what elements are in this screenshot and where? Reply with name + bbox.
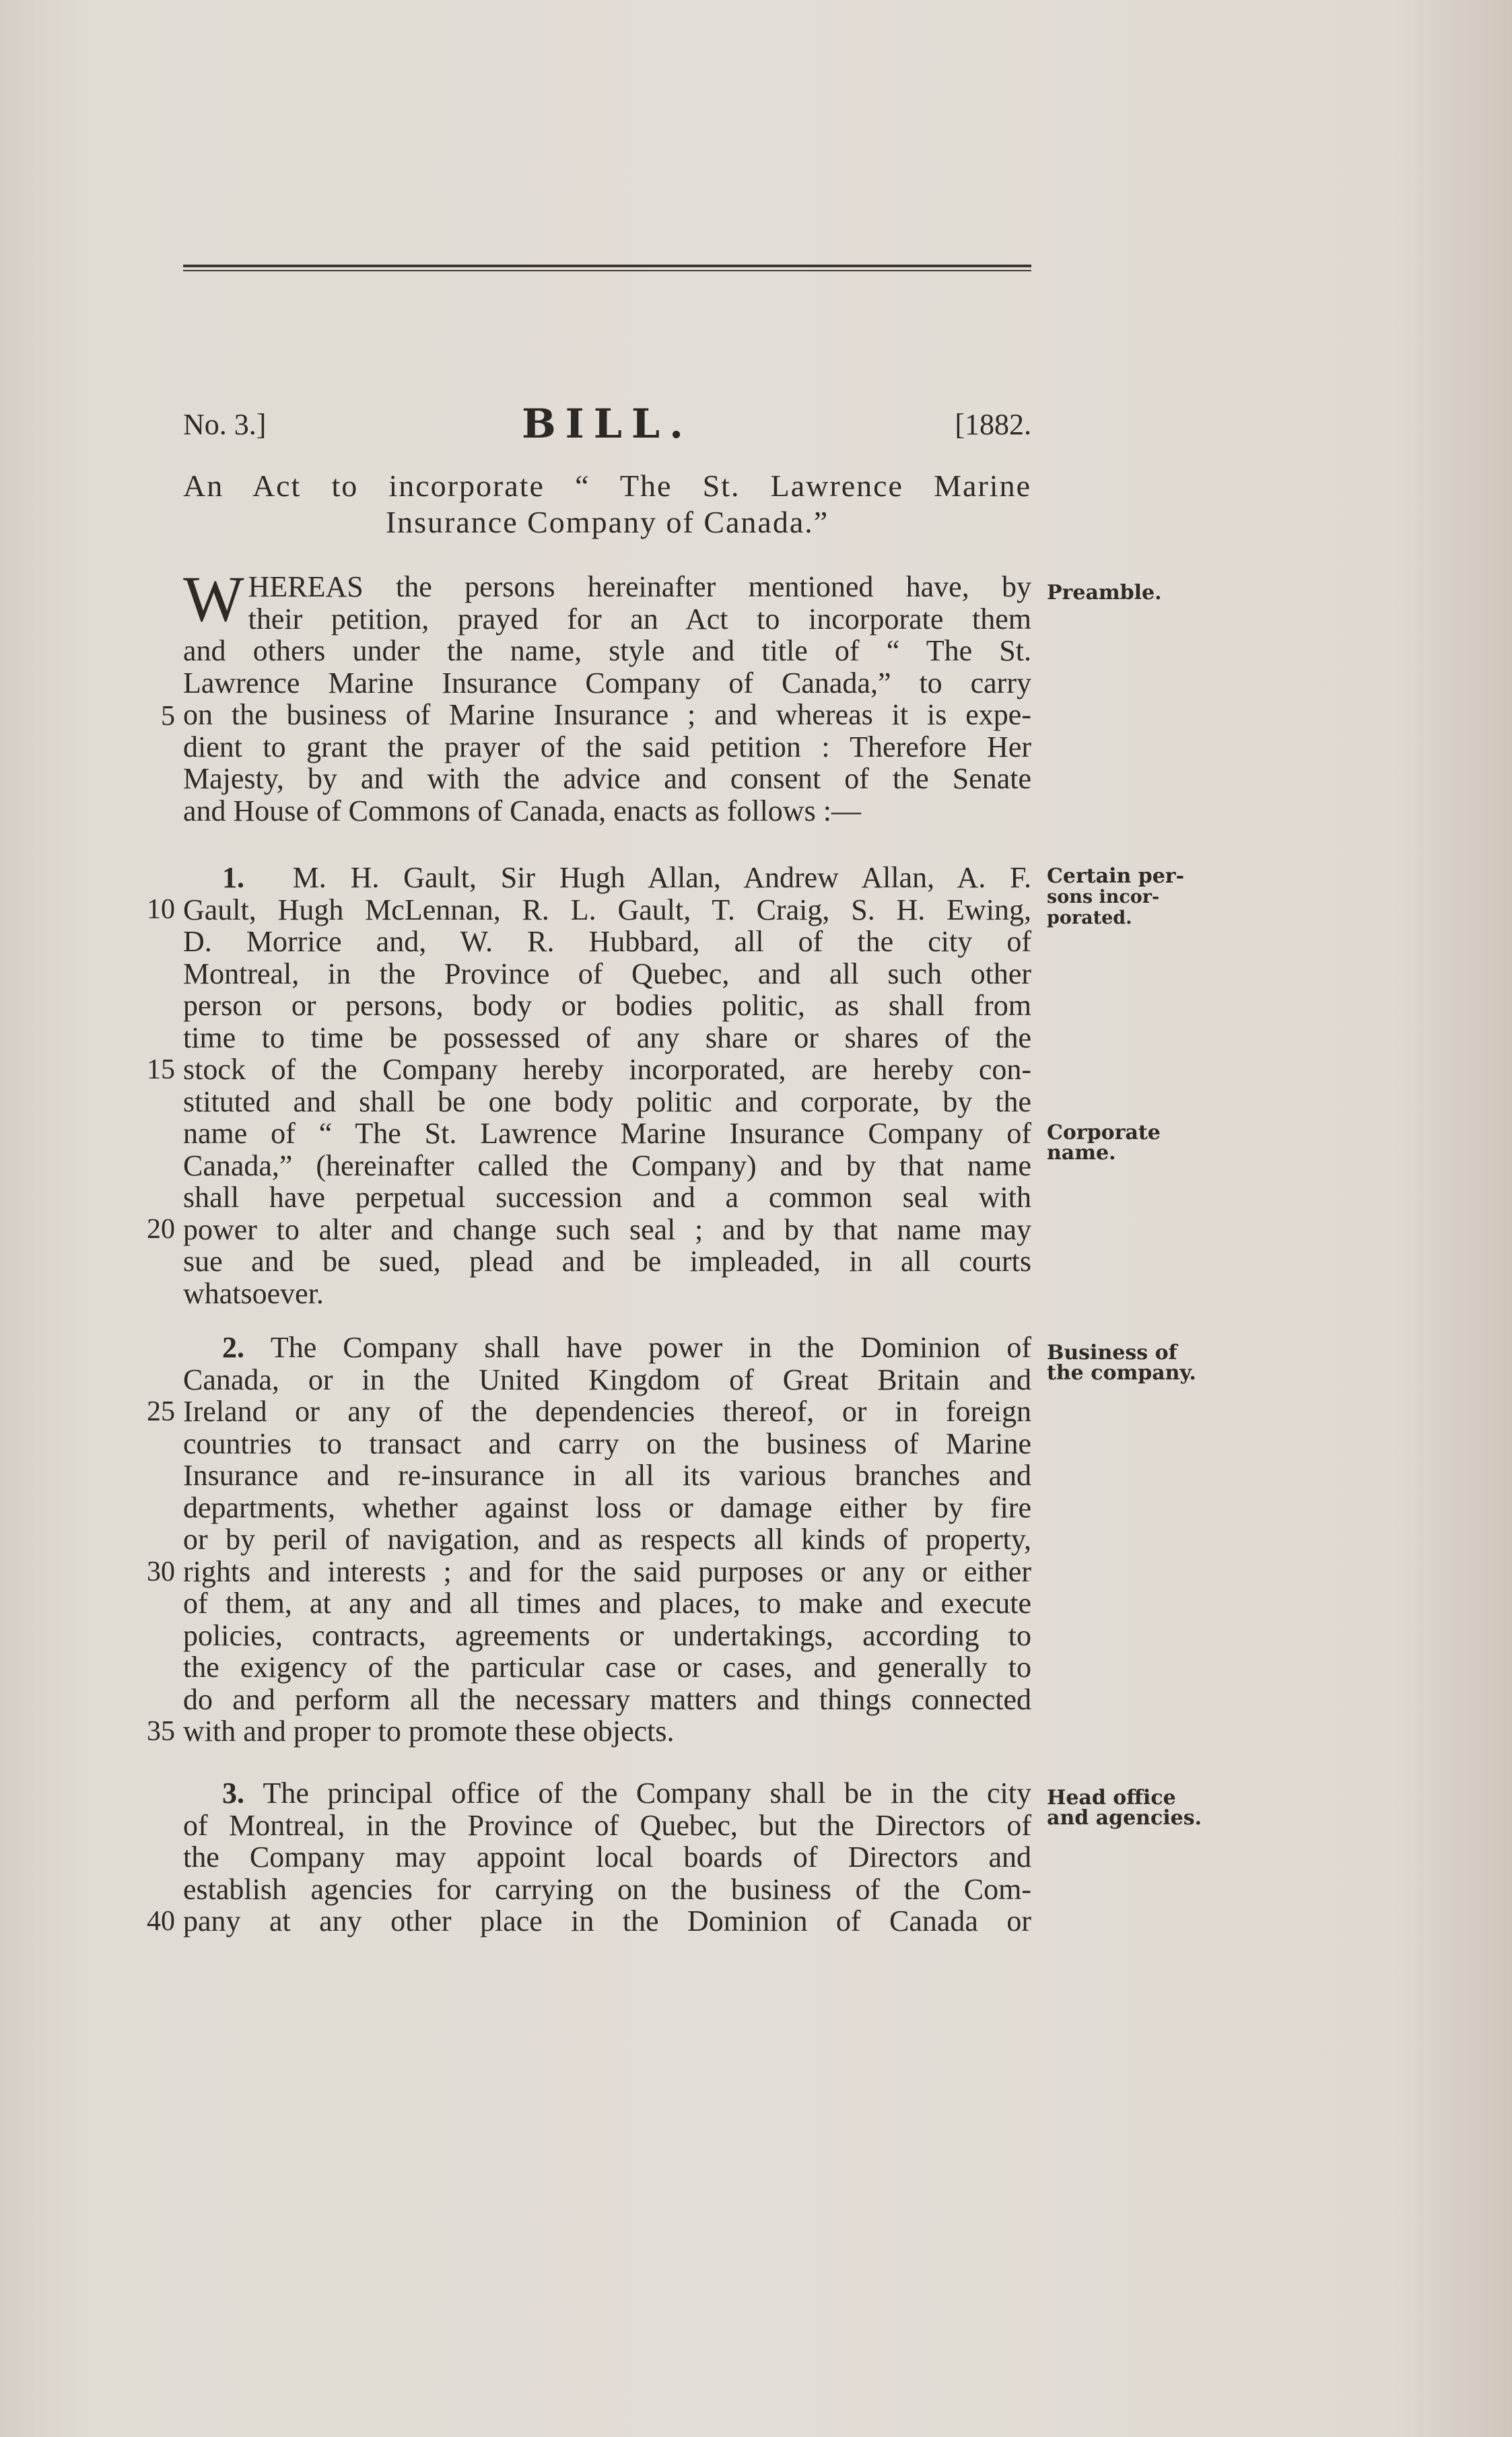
section-2 [183,1332,1031,1748]
section-line: 2. The Company shall have power in the Dominion of [222,1331,1031,1364]
section-line: with and proper to promote these objects. [183,1715,675,1748]
preamble-line: HEREAS the persons hereinafter mentioned have, by [248,570,1031,603]
section-1 [183,862,1031,1309]
section-line: the exigency of the particular case or cases, and generally to [183,1651,1031,1684]
preamble-line: and others under the name, style and title of “ The St. [183,634,1031,667]
section-line: of them, at any and all times and places, to make and execute [183,1587,1031,1620]
section-line: policies, contracts, agreements or undertakings, according to [183,1618,1031,1652]
section-line: of Montreal, in the Province of Quebec, but the Directors of [183,1808,1031,1842]
line-number: 30 [147,1556,175,1587]
section-line: Canada,” (hereinafter called the Company) and by that name [183,1148,1031,1182]
bill-label: BILL. [521,401,693,448]
section-line: establish agencies for carrying on the business of the Com- [183,1872,1031,1906]
section-line: Gault, Hugh McLennan, R. L. Gault, T. Craig, S. H. Ewing, [183,893,1031,926]
section-line: countries to transact and carry on the business of Marine [183,1427,1031,1460]
act-title-line-2: Insurance Company of Canada.” [385,505,829,539]
section-number: 3. [222,1777,244,1810]
line-number: 20 [147,1214,175,1245]
section-line: D. Morrice and, W. R. Hubbard, all of the city of [183,925,1031,958]
preamble-line: dient to grant the prayer of the said petition : Therefore Her [183,730,1031,763]
section-number: 1. [222,861,244,894]
bill-number: No. 3.] [183,408,267,441]
section-line: 3. The principal office of the Company shall be in the city [222,1777,1031,1810]
section-line: Insurance and re-insurance in all its various branches and [183,1459,1031,1492]
section-line: person or persons, body or bodies politic, as shall from [183,989,1031,1022]
act-title [183,468,1031,541]
preamble-line: Majesty, by and with the advice and consent of the Senate [183,762,1031,795]
section-3 [183,1777,1031,1937]
act-title-line-1: An Act to incorporate “ The St. Lawrence Marine [183,469,1031,503]
preamble-line: their petition, prayed for an Act to incorporate them [248,602,1031,636]
top-rule-thin [183,270,1031,271]
section-line: departments, whether against loss or damage either by fire [183,1490,1031,1524]
section-line: power to alter and change such seal ; and by that name may [183,1212,1031,1246]
top-rule-thick [183,265,1031,267]
preamble-line: Lawrence Marine Insurance Company of Canada,” to carry [183,666,1031,699]
section-line: do and perform all the necessary matters and things connected [183,1682,1031,1716]
section-line: Canada, or in the United Kingdom of Great Britain and [183,1363,1031,1396]
bill-header [183,401,1031,454]
line-number: 15 [147,1054,175,1085]
section-line: stituted and shall be one body politic and corporate, by the [183,1085,1031,1118]
section-line: the Company may appoint local boards of Directors and [183,1841,1031,1874]
preamble-line: and House of Commons of Canada, enacts as follows :— [183,794,861,827]
section-line: stock of the Company hereby incorporated, are hereby con- [183,1053,1031,1086]
line-number: 5 [161,701,175,732]
margin-note-business: Business of the company. [1047,1341,1196,1385]
margin-note-preamble: Preamble. [1047,581,1162,605]
section-line: time to time be possessed of any share or shares of the [183,1021,1031,1054]
line-number: 40 [147,1906,175,1937]
section-line: Montreal, in the Province of Quebec, and all such other [183,957,1031,990]
section-line: sue and be sued, plead and be impleaded, in all courts [183,1245,1031,1278]
section-line: or by peril of navigation, and as respects all kinds of property, [183,1523,1031,1556]
drop-cap: W [183,563,244,635]
section-line: rights and interests ; and for the said purposes or any or either [183,1554,1031,1588]
section-line: shall have perpetual succession and a common seal with [183,1181,1031,1214]
margin-note-persons: Certain per- sons incor- porated. [1047,864,1185,928]
section-line: whatsoever. [183,1276,324,1310]
preamble [183,563,1031,827]
section-number: 2. [222,1331,244,1364]
line-number: 35 [147,1716,175,1747]
margin-note-head-office: Head office and agencies. [1047,1786,1202,1830]
section-line: name of “ The St. Lawrence Marine Insurance Company of [183,1117,1031,1150]
bill-year: [1882. [955,408,1031,441]
section-line: pany at any other place in the Dominion of Canada or [183,1904,1031,1937]
preamble-line: on the business of Marine Insurance ; and whereas it is expe- [183,698,1031,731]
margin-note-corporate-name: Corporate name. [1047,1121,1161,1165]
section-line: Ireland or any of the dependencies thereof, or in foreign [183,1395,1031,1428]
line-number: 10 [147,894,175,925]
line-number: 25 [147,1396,175,1427]
section-line: 1. M. H. Gault, Sir Hugh Allan, Andrew Allan, A. F. [222,861,1032,894]
